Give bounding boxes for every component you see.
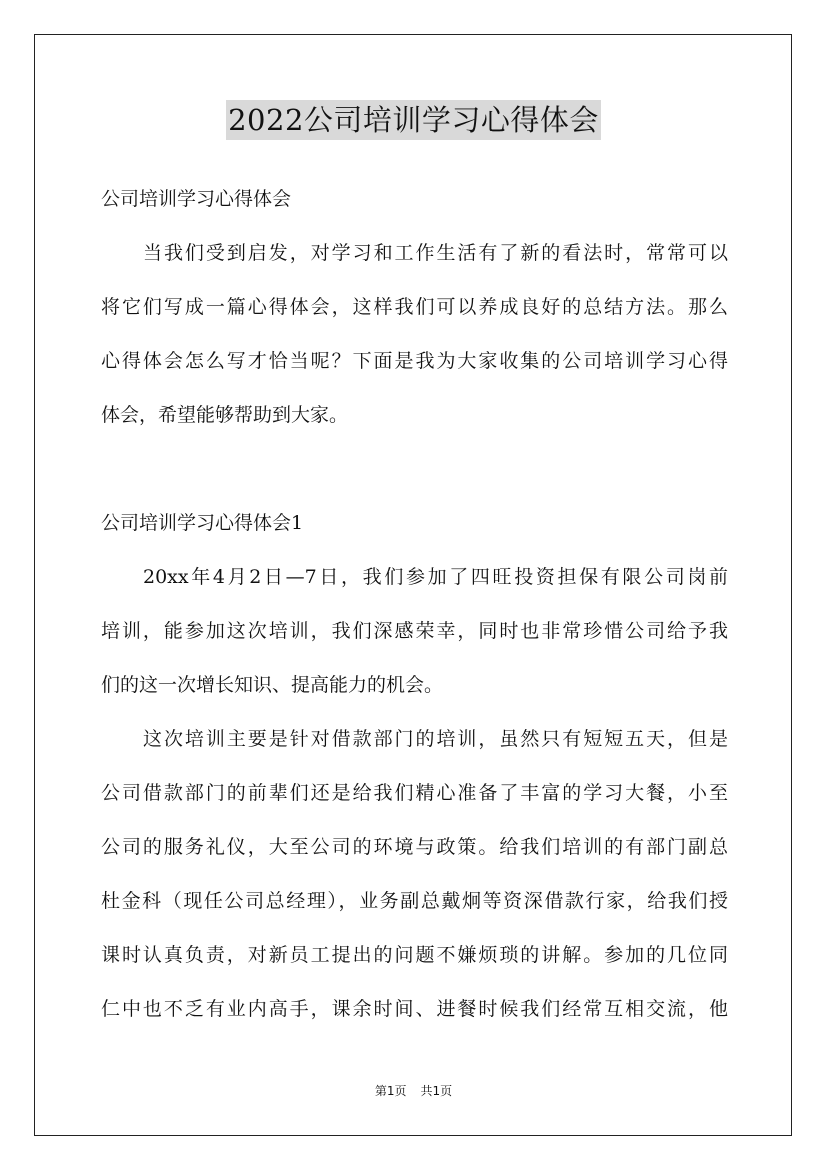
paragraph-gap xyxy=(101,442,728,496)
paragraph-line: 课时认真负责，对新员工提出的问题不嫌烦琐的讲解。参加的几位同 xyxy=(101,944,728,966)
paragraph-line: 杜金科（现任公司总经理），业务副总戴炯等资深借款行家，给我们授 xyxy=(101,890,728,912)
paragraph-line: 将它们写成一篇心得体会，这样我们可以养成良好的总结方法。那么 xyxy=(101,296,728,318)
paragraph-2 xyxy=(101,712,728,1036)
subtitle: 公司培训学习心得体会 xyxy=(101,188,292,210)
intro-paragraph xyxy=(101,226,728,442)
paragraph-line: 当我们受到启发，对学习和工作生活有了新的看法时，常常可以 xyxy=(143,242,728,264)
document-body xyxy=(101,172,728,1036)
paragraph-line: 培训，能参加这次培训，我们深感荣幸，同时也非常珍惜公司给予我 xyxy=(101,620,728,642)
paragraph-line: 们的这一次增长知识、提高能力的机会。 xyxy=(101,674,444,696)
paragraph-line: 体会，希望能够帮助到大家。 xyxy=(101,404,349,426)
paragraph-line: 仁中也不乏有业内高手，课余时间、进餐时候我们经常互相交流，他 xyxy=(101,998,728,1020)
paragraph-line: 心得体会怎么写才恰当呢？下面是我为大家收集的公司培训学习心得 xyxy=(101,350,728,372)
paragraph-line: 20xx年4月2日—7日，我们参加了四旺投资担保有限公司岗前 xyxy=(143,566,728,588)
page-footer xyxy=(0,1082,827,1099)
page-number: 第1页 xyxy=(374,1084,407,1098)
title-container xyxy=(0,100,827,140)
paragraph-line: 这次培训主要是针对借款部门的培训，虽然只有短短五天，但是 xyxy=(143,728,728,750)
section-heading: 公司培训学习心得体会1 xyxy=(101,512,304,534)
page-total: 共1页 xyxy=(420,1084,453,1098)
paragraph-line: 公司的服务礼仪，大至公司的环境与政策。给我们培训的有部门副总 xyxy=(101,836,728,858)
paragraph-line: 公司借款部门的前辈们还是给我们精心准备了丰富的学习大餐，小至 xyxy=(101,782,728,804)
paragraph-1 xyxy=(101,550,728,712)
document-title: 2022公司培训学习心得体会 xyxy=(226,100,601,140)
